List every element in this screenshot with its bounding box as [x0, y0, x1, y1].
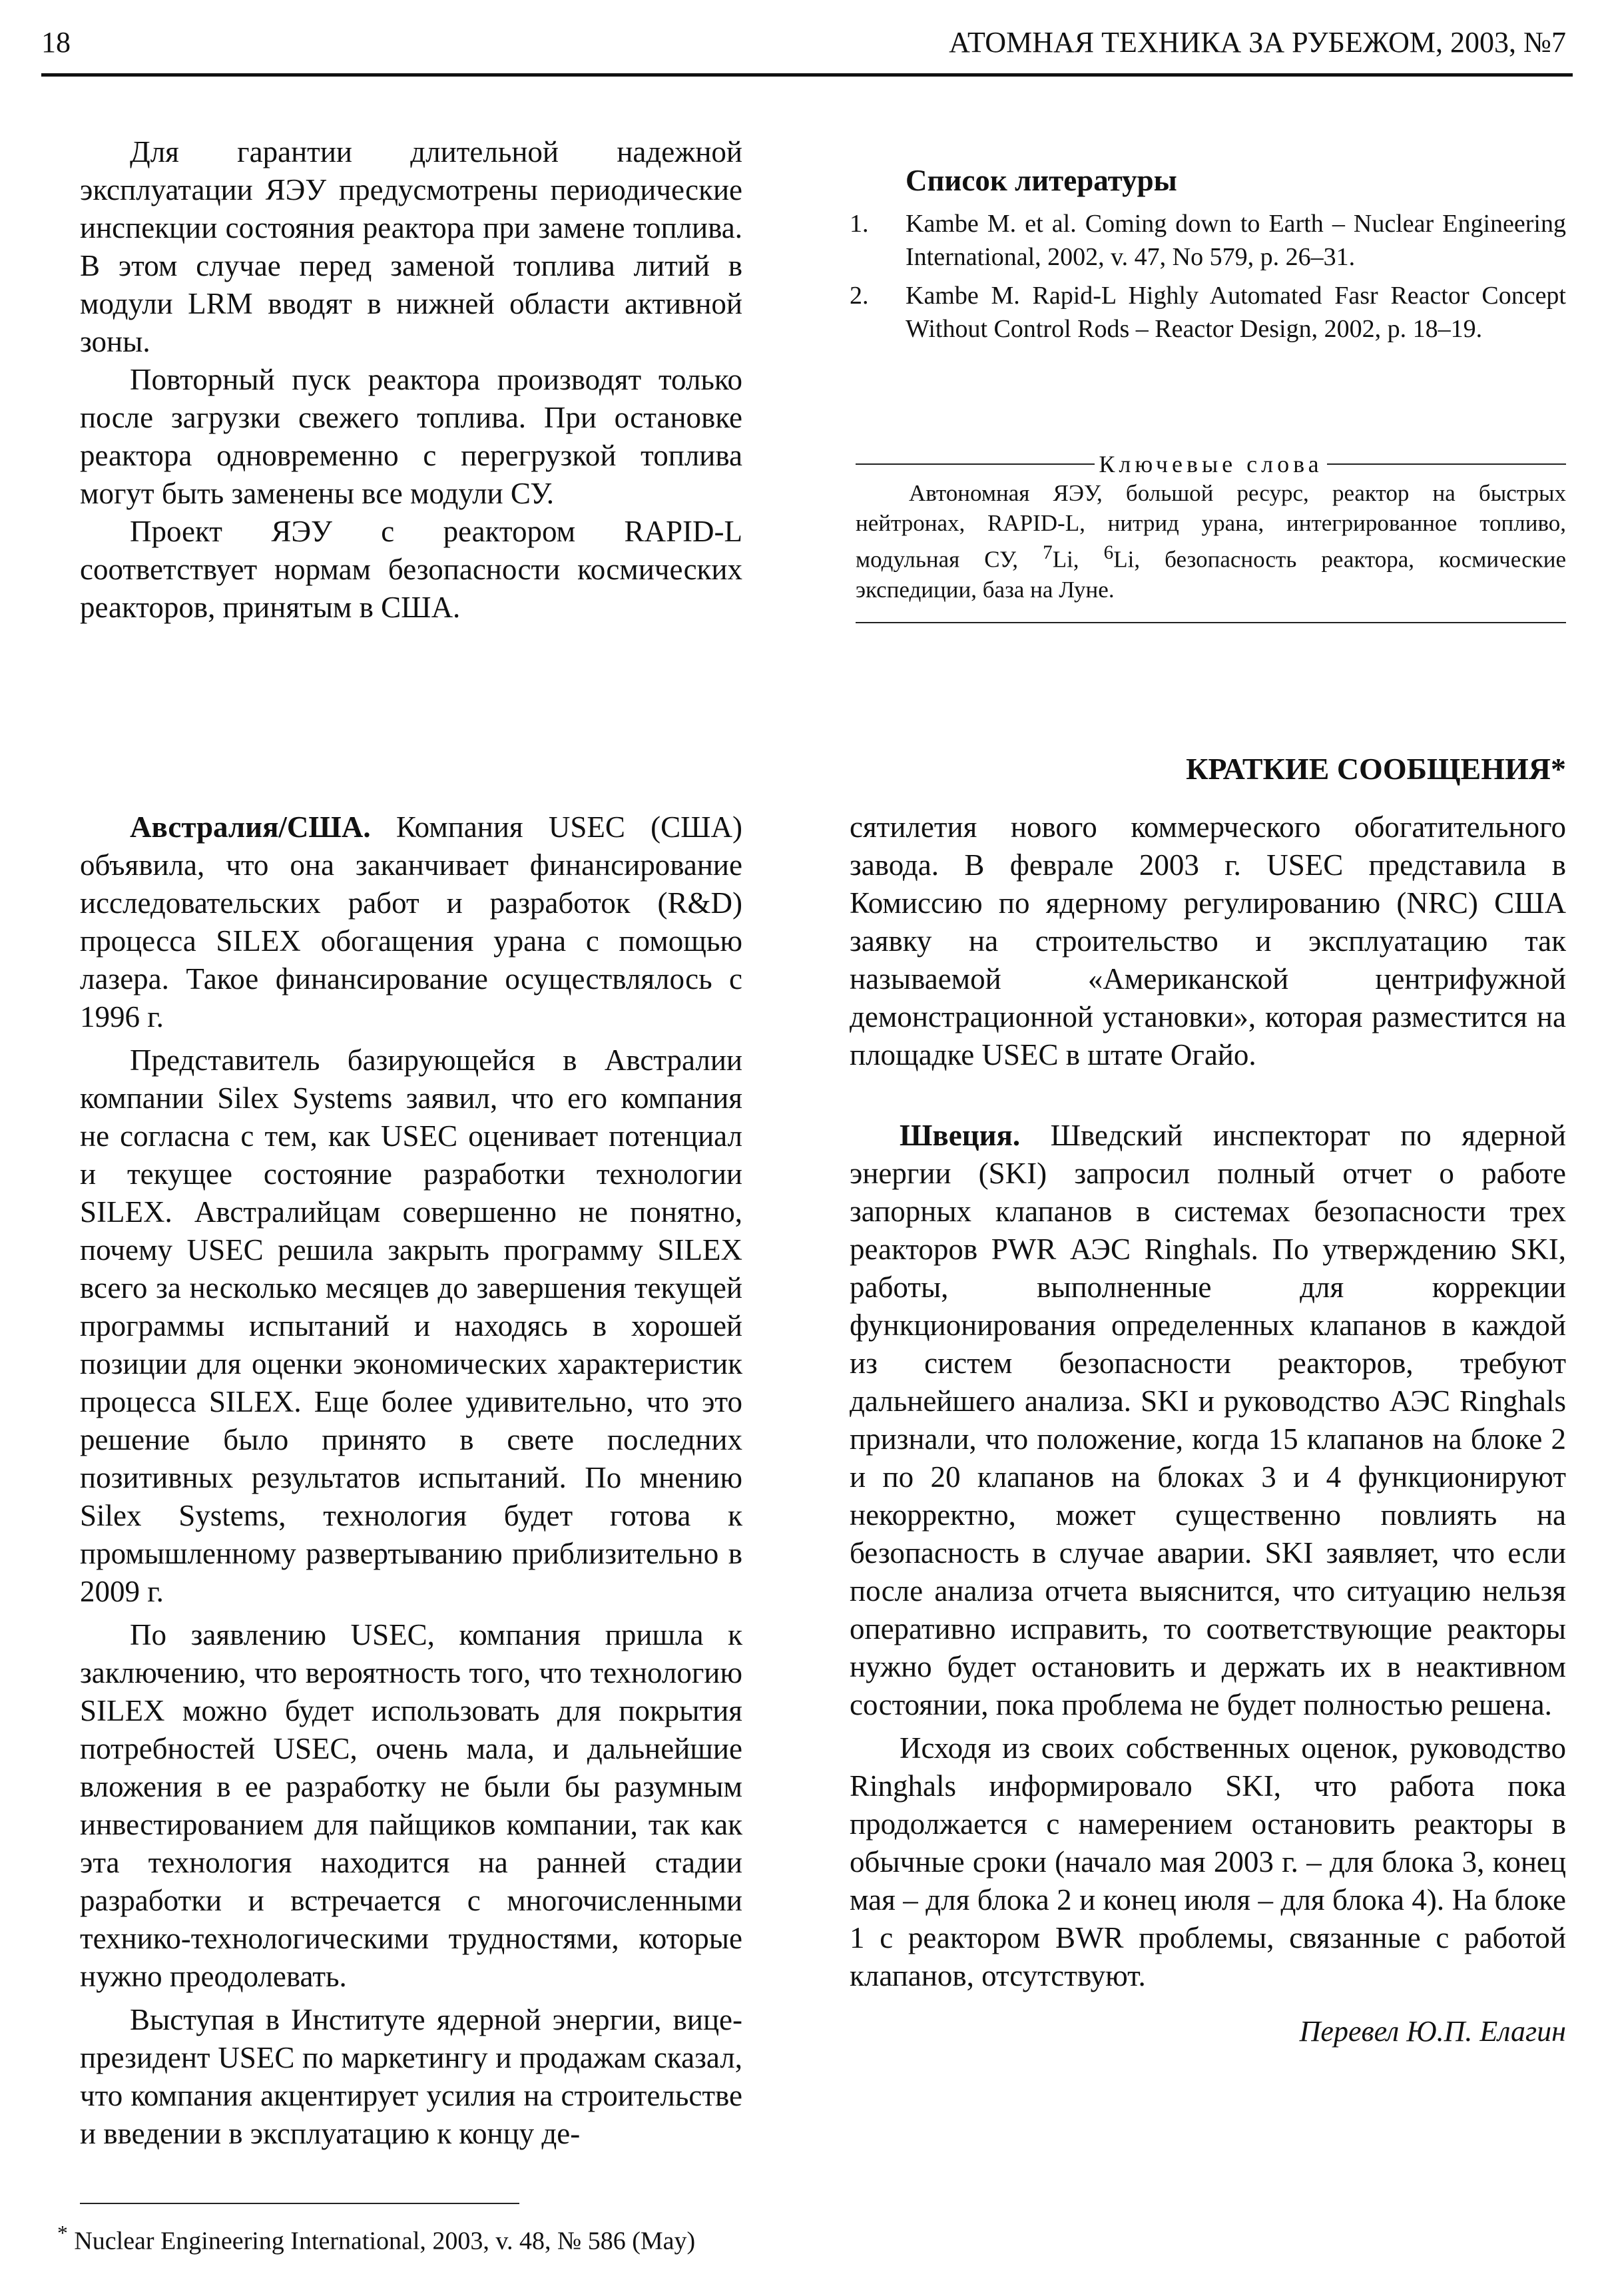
references — [850, 163, 1566, 351]
reference-item: 1. Kambe M. et al. Coming down to Earth – Nuclear Engineering International, 2002, v. 47, No 579, p. 26–31. — [850, 210, 1566, 271]
paragraph: Исходя из своих собственных оценок, руководство Ringhals информировало SKI, что работа пока продолжается с намерением остановить реакторы в обычные сроки (начало мая 2003 г. – для блока 3, конец мая – для блока 2 и конец июля – для блока 4). На блоке 1 с реактором BWR проблемы, связанные с работой клапанов, отсутствуют. — [850, 1731, 1566, 1992]
references-title: Список литературы — [906, 164, 1177, 197]
paragraph: Для гарантии длительной надежной эксплуатации ЯЭУ предусмотрены периодические инспекции состояния реактора при замене топлива. В этом случае перед заменой топлива литий в модули LRM вводят в нижней области активной зоны. — [80, 135, 742, 358]
paragraph: Выступая в Институте ядерной энергии, вице-президент USEC по маркетингу и продажам сказал, что компания акцентирует усилия на строительстве и введении в эксплуатацию к концу де- — [80, 2003, 742, 2150]
footnote-rule — [80, 2203, 519, 2204]
reference-item: 2. Kambe M. Rapid-L Highly Automated Fasr Reactor Concept Without Control Rods – Reactor Design, 2002, p. 18–19. — [850, 282, 1566, 343]
keywords-rule — [856, 622, 1566, 623]
page-number: 18 — [41, 26, 71, 59]
header-rule — [41, 73, 1573, 77]
news-right-column — [850, 808, 1566, 2050]
section-title: КРАТКИЕ СООБЩЕНИЯ* — [1186, 752, 1566, 786]
footnote: * Nuclear Engineering International, 2003, v. 48, № 586 (May) — [57, 2221, 696, 2255]
translator-signature: Перевел Ю.П. Елагин — [1299, 2015, 1566, 2048]
paragraph: Австралия/США. Компания USEC (США) объявила, что она заканчивает финансирование исследовательских работ и разработок (R&D) процесса SILEX обогащения урана с помощью лазера. Такое финансирование осуществлялось с 1996 г. — [80, 810, 742, 1033]
paragraph: сятилетия нового коммерческого обогатительного завода. В феврале 2003 г. USEC представила в Комиссию по ядерному регулированию (NRC) США заявку на строительство и эксплуатацию так называемой «Американской центрифужной демонстрационной установки», которая разместится на площадке USEC в штате Огайо. — [850, 810, 1566, 1071]
top-left-column — [80, 133, 742, 627]
paragraph: По заявлению USEC, компания пришла к заключению, что вероятность того, что технологию SILEX можно будет использовать для покрытия потребностей USEC, очень мала, и дальнейшие вложения в ее разработку не были бы разумным инвестированием для пайщиков компании, так как эта технология находится на ранней стадии разработки и встречается с многочисленными технико-технологическими трудностями, которые нужно преодолевать. — [80, 1618, 742, 1993]
running-header: АТОМНАЯ ТЕХНИКА ЗА РУБЕЖОМ, 2003, №7 — [949, 26, 1566, 59]
paragraph: Повторный пуск реактора производят только после загрузки свежего топлива. При остановке реактора одновременно с перегрузкой топлива могут быть заменены все модули СУ. — [80, 363, 742, 510]
news-left-column — [80, 808, 742, 2153]
keywords-text: Автономная ЯЭУ, большой ресурс, реактор на быстрых нейтронах, RAPID-L, нитрид урана, интегрированное топливо, модульная СУ, $^7$Li, $^6$Li, безопасность реактора, космические экспедиции, база на Луне. — [856, 480, 1566, 603]
paragraph: Швеция. Шведский инспекторат по ядерной энергии (SKI) запросил полный отчет о работе запорных клапанов в системах безопасности трех реакторов PWR АЭС Ringhals. По утверждению SKI, работы, выполненные для коррекции функционирования определенных клапанов в каждой из систем безопасности реакторов, требуют дальнейшего анализа. SKI и руководство АЭС Ringhals признали, что положение, когда 15 клапанов на блоке 2 и по 20 клапанов на блоках 3 и 4 функционируют некорректно, может существенно повлиять на безопасность в случае аварии. SKI заявляет, что если после анализа отчета выяснится, что ситуацию нельзя оперативно исправить, то соответствующие реакторы нужно будет остановить и держать их в неактивном состоянии, пока проблема не будет полностью решена. — [850, 1119, 1566, 1721]
keywords-block — [856, 450, 1566, 623]
keywords-title: Ключевые слова — [856, 450, 1566, 478]
paragraph: Проект ЯЭУ с реактором RAPID-L соответствует нормам безопасности космических реакторов, принятым в США. — [80, 515, 742, 624]
paragraph: Представитель базирующейся в Австралии компании Silex Systems заявил, что его компания не согласна с тем, как USEC оценивает потенциал и текущее состояние разработки технологии SILEX. Австралийцам совершенно не понятно, почему USEC решила закрыть программу SILEX всего за несколько месяцев до завершения текущей программы испытаний и находясь в хорошей позиции для оценки экономических характеристик процесса SILEX. Еще более удивительно, что это решение было принято в свете последних позитивных результатов испытаний. По мнению Silex Systems, технология будет готова к промышленному развертыванию приблизительно в 2009 г. — [80, 1043, 742, 1608]
